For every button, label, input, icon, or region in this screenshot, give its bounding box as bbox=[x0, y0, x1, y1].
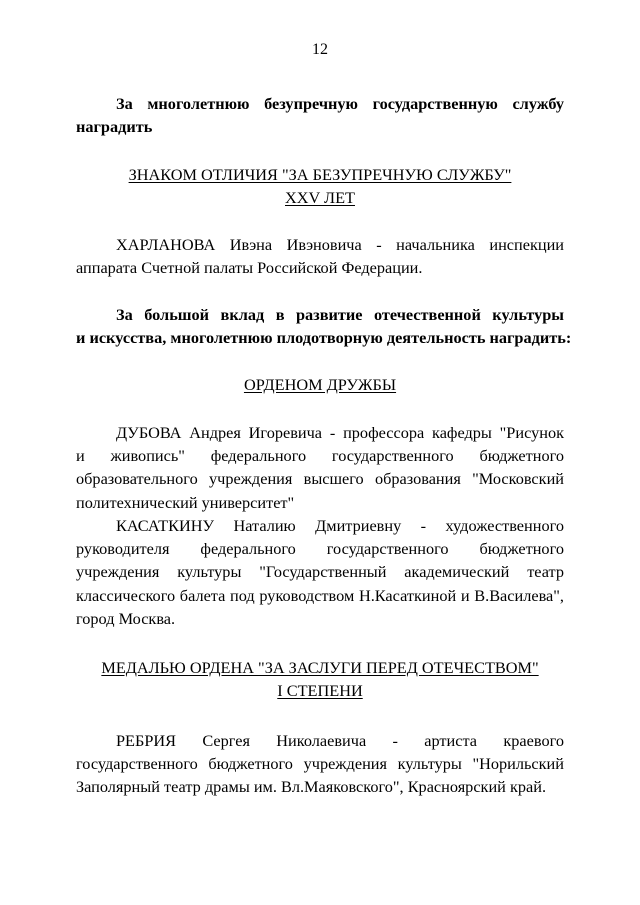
section2-awardee2-line: руководителя федерального государственного бюджетного bbox=[76, 539, 564, 559]
section1-award-title bbox=[0, 163, 640, 209]
section2-intro-line2: и искусства, многолетнюю плодотворную деятельность наградить: bbox=[76, 328, 572, 348]
section2-awardee1-line: ДУБОВА Андрея Игоревича - профессора кафедры "Рисунок bbox=[116, 423, 564, 442]
section3-award-title bbox=[0, 656, 640, 702]
section2-awardee2-line: учреждения культуры "Государственный академический театр bbox=[76, 562, 564, 582]
section2-awardee1-line: и живопись" федерального государственного бюджетного bbox=[76, 446, 564, 466]
section1-awardee bbox=[76, 233, 564, 279]
section2-awardee1-line: политехнический университет" bbox=[76, 492, 295, 512]
section1-intro bbox=[76, 92, 564, 138]
section1-award-line1: ЗНАКОМ ОТЛИЧИЯ "ЗА БЕЗУПРЕЧНУЮ СЛУЖБУ" bbox=[128, 165, 512, 184]
section2-award-title bbox=[0, 373, 640, 396]
page-number: 12 bbox=[312, 41, 328, 58]
section2-intro-line1: За большой вклад в развитие отечественной культуры bbox=[116, 305, 564, 324]
section3-award-line2: I СТЕПЕНИ bbox=[277, 681, 363, 700]
section2-awardee-2 bbox=[76, 514, 564, 630]
section1-intro-line2: наградить bbox=[76, 117, 153, 137]
section2-awardee2-line: КАСАТКИНУ Наталию Дмитриевну - художественного bbox=[116, 516, 564, 535]
section1-awardee-line2: аппарата Счетной палаты Российской Федерации. bbox=[76, 258, 423, 278]
section1-intro-line1: За многолетнюю безупречную государственную службу bbox=[116, 94, 564, 113]
section2-intro bbox=[76, 303, 572, 349]
section2-awardee2-line: классического балета под руководством Н.Касаткиной и В.Василева", bbox=[76, 585, 564, 605]
section3-awardee-line: Заполярный театр драмы им. Вл.Маяковского", Красноярский край. bbox=[76, 777, 547, 797]
section3-awardee bbox=[76, 729, 564, 799]
section2-awardee2-line: город Москва. bbox=[76, 608, 176, 628]
section2-award-line1: ОРДЕНОМ ДРУЖБЫ bbox=[243, 375, 397, 394]
section1-award-line2: XXV ЛЕТ bbox=[285, 188, 355, 207]
section1-awardee-line1: ХАРЛАНОВА Ивэна Ивэновича - начальника инспекции bbox=[116, 235, 564, 254]
section3-awardee-line: РЕБРИЯ Сергея Николаевича - артиста краевого bbox=[116, 731, 564, 750]
section2-awardee-1 bbox=[76, 421, 564, 514]
section3-awardee-line: государственного бюджетного учреждения культуры "Норильский bbox=[76, 754, 564, 774]
section2-awardee1-line: образовательного учреждения высшего образования "Московский bbox=[76, 469, 564, 489]
section3-award-line1: МЕДАЛЬЮ ОРДЕНА "ЗА ЗАСЛУГИ ПЕРЕД ОТЕЧЕСТВОМ" bbox=[101, 658, 539, 677]
